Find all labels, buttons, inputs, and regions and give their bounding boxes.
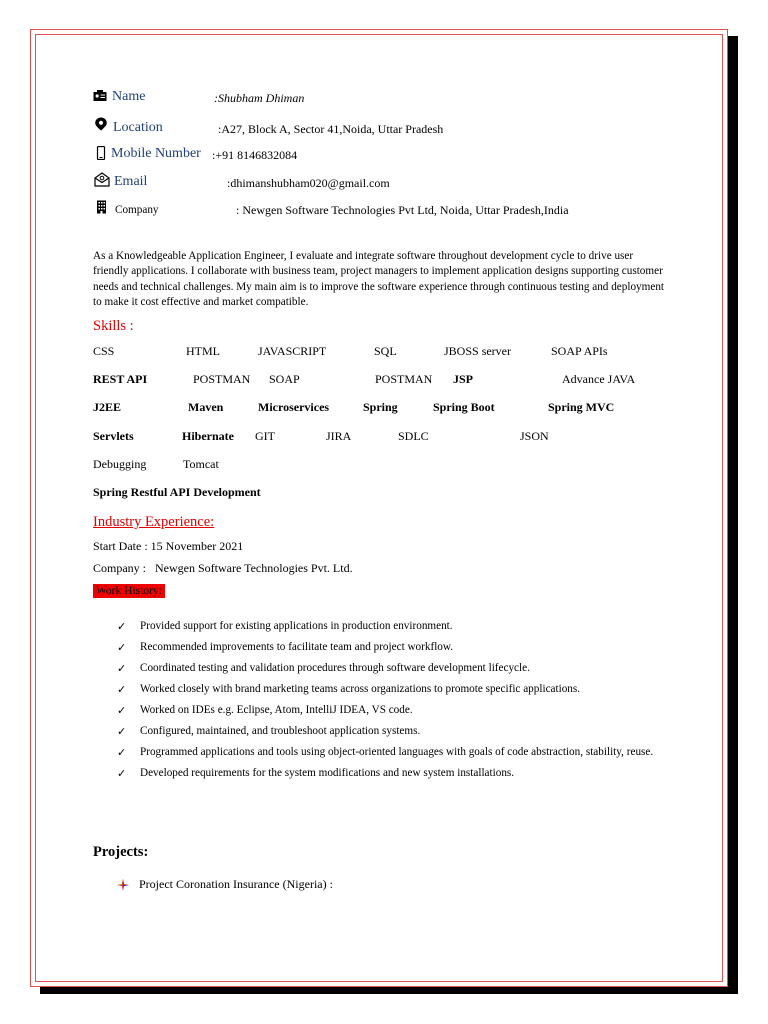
location-pin-icon <box>94 117 108 131</box>
skill-item: SQL <box>374 344 397 358</box>
skill-item: POSTMAN <box>375 372 433 386</box>
skill-item: Debugging <box>93 457 147 471</box>
skills-heading: Skills : <box>93 318 134 334</box>
skill-item: JBOSS server <box>444 344 512 358</box>
list-item: ✓ Worked on IDEs e.g. Eclipse, Atom, IntelliJ IDEA, VS code. <box>117 700 669 721</box>
skill-item: Spring <box>363 400 398 414</box>
list-item: ✓ Recommended improvements to facilitate team and project workflow. <box>117 637 669 658</box>
list-item: ✓ Coordinated testing and validation procedures through software development lifecycle. <box>117 658 669 679</box>
location-value: :A27, Block A, Sector 41,Noida, Uttar Pradesh <box>218 122 444 136</box>
mobile-phone-icon <box>94 146 108 160</box>
list-item: ✓ Developed requirements for the system modifications and new system installations. <box>117 763 669 784</box>
mobile-label: Mobile Number <box>111 146 201 161</box>
skill-item: GIT <box>255 429 275 443</box>
id-card-icon <box>93 89 107 103</box>
skill-item: Microservices <box>258 400 330 414</box>
skill-item: Maven <box>188 400 224 414</box>
company-label: Company <box>115 204 159 216</box>
resume-page <box>30 29 728 987</box>
skill-item: Hibernate <box>182 429 234 443</box>
experience-heading: Industry Experience: <box>93 514 215 530</box>
mobile-value: :+91 8146832084 <box>212 148 298 162</box>
skill-item: REST API <box>93 372 148 386</box>
summary-paragraph: As a Knowledgeable Application Engineer, I evaluate and integrate software throughout development cycle to drive user friendly applications. I collaborate with business team, project managers to implement application designs supporting customer needs and technical challenges. My main aim is to improve the software experience through continuous testing and deployment to make it cost effective and market compatible. <box>93 250 665 308</box>
skill-item: Advance JAVA <box>562 372 636 386</box>
skill-item: Servlets <box>93 429 134 443</box>
skill-item: Tomcat <box>183 457 219 471</box>
experience-company: Company : Newgen Software Technologies Pvt. Ltd. <box>93 561 353 575</box>
email-label: Email <box>114 174 148 189</box>
project-item: Project Coronation Insurance (Nigeria) : <box>139 877 333 891</box>
skill-item: SDLC <box>398 429 429 443</box>
skill-item: SOAP APIs <box>551 344 608 358</box>
location-label: Location <box>113 120 163 135</box>
skill-item: Spring Boot <box>433 400 495 414</box>
skill-item: JSON <box>520 429 549 443</box>
list-item: ✓ Configured, maintained, and troubleshoot application systems. <box>117 721 669 742</box>
bullet-star-icon <box>117 879 129 891</box>
skill-item: JIRA <box>326 429 352 443</box>
name-value: :Shubham Dhiman <box>214 91 305 105</box>
projects-heading: Projects: <box>93 844 149 860</box>
skill-item: CSS <box>93 344 115 358</box>
list-item: ✓ Programmed applications and tools using object-oriented languages with goals of code abstraction, stability, reuse. <box>117 742 669 763</box>
work-history-badge: Work History: <box>93 584 165 598</box>
work-history-list <box>117 616 669 784</box>
skill-item: J2EE <box>93 400 122 414</box>
company-value: : Newgen Software Technologies Pvt Ltd, Noida, Uttar Pradesh,India <box>236 203 569 217</box>
skill-item: POSTMAN <box>193 372 251 386</box>
skill-item: SOAP <box>269 372 300 386</box>
skill-item: HTML <box>186 344 220 358</box>
start-date: Start Date : 15 November 2021 <box>93 539 244 553</box>
skill-item: JAVASCRIPT <box>258 344 327 358</box>
building-icon <box>95 200 109 214</box>
skill-item: Spring MVC <box>548 400 615 414</box>
list-item: ✓ Provided support for existing applications in production environment. <box>117 616 669 637</box>
email-value: :dhimanshubham020@gmail.com <box>227 176 390 190</box>
name-label: Name <box>112 89 146 104</box>
list-item: ✓ Worked closely with brand marketing teams across organizations to promote specific applications. <box>117 679 669 700</box>
email-icon <box>94 172 110 187</box>
skill-item: JSP <box>453 372 474 386</box>
skill-item: Spring Restful API Development <box>93 485 261 499</box>
